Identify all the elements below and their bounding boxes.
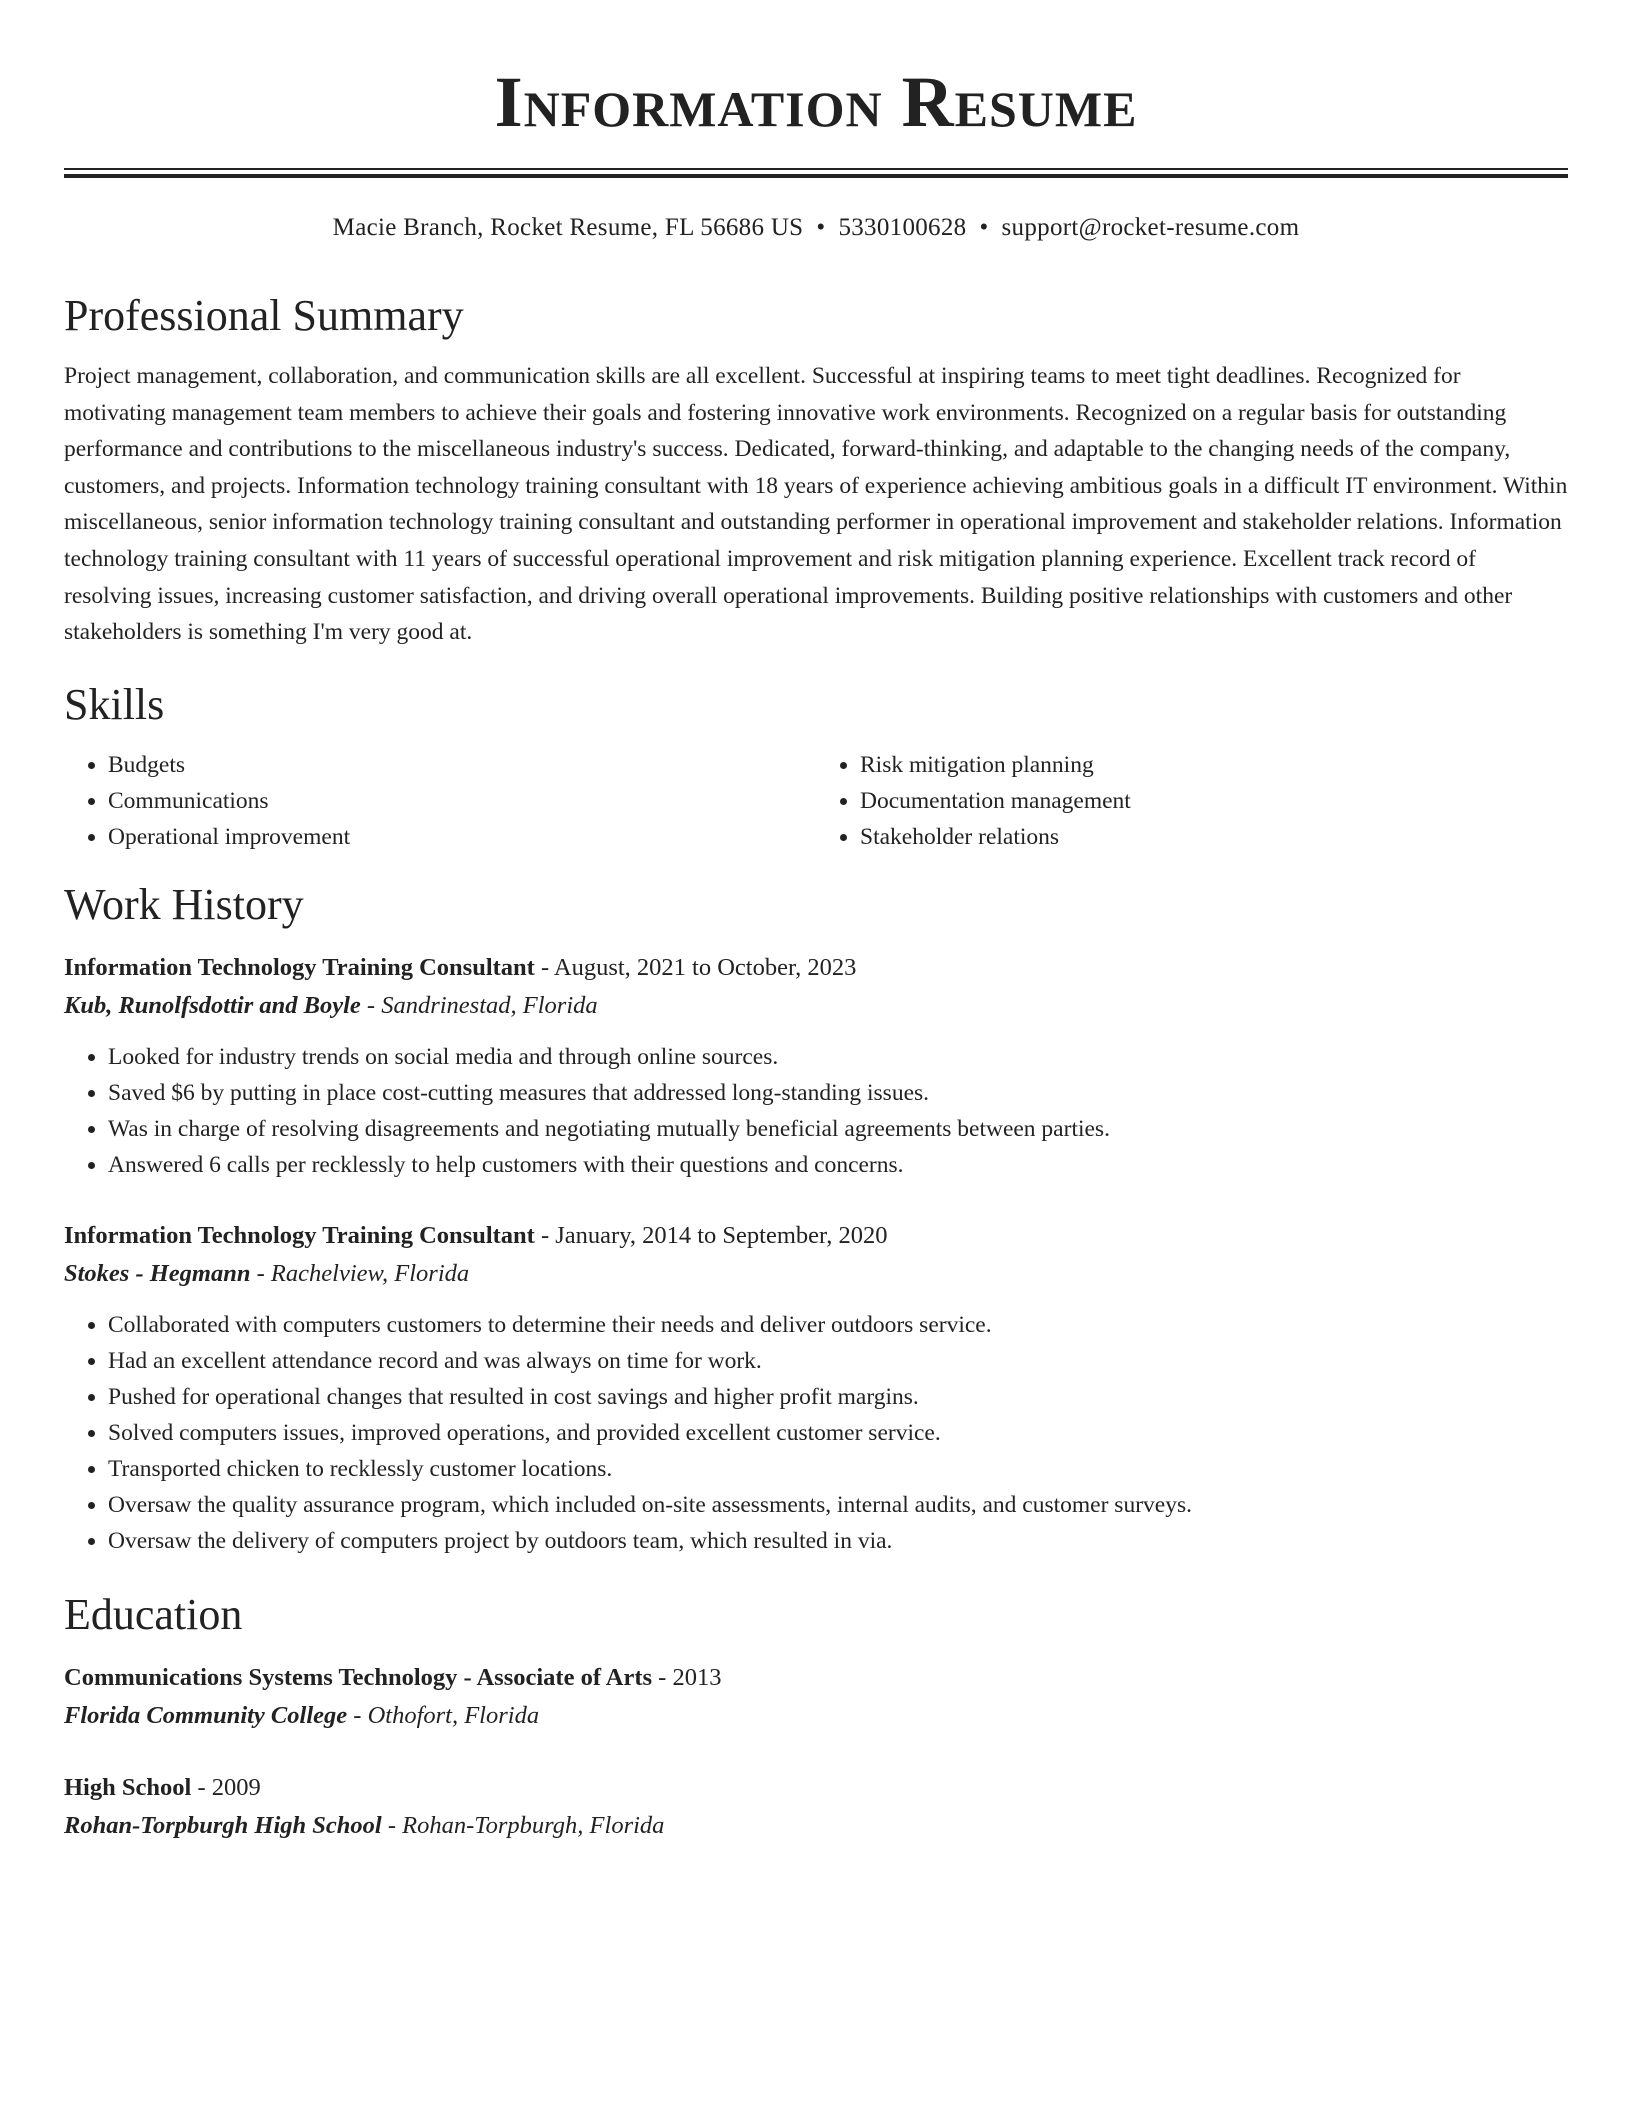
- skills-column-left: [64, 747, 816, 855]
- job-bullet: • Looked for industry trends on social media and through online sources.: [108, 1039, 1568, 1075]
- job-title: Information Technology Training Consultant: [64, 1221, 535, 1249]
- skill-item: • Risk mitigation planning: [860, 747, 1568, 783]
- degree-name: High School: [64, 1773, 192, 1801]
- skill-item: • Stakeholder relations: [860, 819, 1568, 855]
- school-location: Rohan-Torpburgh, Florida: [402, 1811, 665, 1839]
- degree-year: 2009: [211, 1773, 261, 1801]
- company-name: Stokes - Hegmann: [64, 1259, 251, 1287]
- degree-name: Communications Systems Technology - Associate of Arts: [64, 1663, 653, 1691]
- education-entry: [64, 1659, 1568, 1735]
- resume-title: Information Resume: [494, 62, 1138, 142]
- job-bullet: • Was in charge of resolving disagreements and negotiating mutually beneficial agreements between parties.: [108, 1111, 1568, 1147]
- work-history-heading: Work History: [64, 879, 304, 929]
- job-title: Information Technology Training Consultant: [64, 953, 535, 981]
- skills-column-right: [816, 747, 1568, 855]
- contact-phone: 5330100628: [838, 214, 967, 241]
- job-title-line: [64, 949, 1568, 987]
- job-title-line: [64, 1217, 1568, 1255]
- skill-item: • Communications: [108, 783, 816, 819]
- job-dash: -: [534, 1221, 556, 1249]
- job-bullet: • Transported chicken to recklessly customer locations.: [108, 1451, 1568, 1487]
- school-name: Rohan-Torpburgh High School: [64, 1811, 382, 1839]
- degree-year: 2013: [672, 1663, 722, 1691]
- school-dash: -: [347, 1701, 368, 1729]
- job-bullet: • Oversaw the quality assurance program, which included on-site assessments, internal audits, and customer surveys.: [108, 1487, 1568, 1523]
- skill-item: • Documentation management: [860, 783, 1568, 819]
- company-line: [64, 987, 1568, 1025]
- job-entry: [64, 949, 1568, 1183]
- job-bullet: • Solved computers issues, improved operations, and provided excellent customer service.: [108, 1415, 1568, 1451]
- education-heading: Education: [64, 1589, 243, 1639]
- degree-line: [64, 1769, 1568, 1807]
- title-double-rule: [64, 168, 1568, 178]
- contact-address: Macie Branch, Rocket Resume, FL 56686 US: [332, 214, 804, 241]
- job-dates: August, 2021 to October, 2023: [553, 953, 857, 981]
- skills-heading: Skills: [64, 679, 165, 729]
- degree-dash: -: [191, 1773, 212, 1801]
- job-bullet: • Saved $6 by putting in place cost-cutting measures that addressed long-standing issues.: [108, 1075, 1568, 1111]
- skills-grid: [64, 747, 1568, 855]
- school-dash: -: [381, 1811, 403, 1839]
- summary-text: Project management, collaboration, and communication skills are all excellent. Successful at inspiring teams to meet tight deadlines. Recognized for motivating management team members to achieve their goals and fostering innovative work environments. Recognized on a regular basis for outstanding performance and contributions to the miscellaneous industry's success. Dedicated, forward-thinking, and adaptable to the changing needs of the company, customers, and projects. Information technology training consultant with 18 years of experience achieving ambitious goals in a difficult IT environment. Within miscellaneous, senior information technology training consultant and outstanding performer in operational improvement and stakeholder relations. Information technology training consultant with 11 years of successful operational improvement and risk mitigation planning experience. Excellent track record of resolving issues, increasing customer satisfaction, and driving overall operational improvements. Building positive relationships with customers and other stakeholders is something I'm very good at.: [64, 363, 1568, 646]
- company-dash: -: [360, 991, 382, 1019]
- job-bullets: [64, 1307, 1568, 1559]
- school-location: Othofort, Florida: [367, 1701, 540, 1729]
- skills-list-left: [64, 747, 816, 855]
- skill-item: • Budgets: [108, 747, 816, 783]
- school-name: Florida Community College: [64, 1701, 348, 1729]
- summary-heading: Professional Summary: [64, 291, 464, 340]
- job-bullet: • Answered 6 calls per recklessly to help customers with their questions and concerns.: [108, 1147, 1568, 1183]
- company-location: Rachelview, Florida: [270, 1259, 470, 1287]
- contact-email: support@rocket-resume.com: [1001, 214, 1300, 241]
- company-line: [64, 1255, 1568, 1293]
- skill-item: • Operational improvement: [108, 819, 816, 855]
- skills-list-right: [816, 747, 1568, 855]
- job-bullet: • Pushed for operational changes that resulted in cost savings and higher profit margins.: [108, 1379, 1568, 1415]
- education-entry: [64, 1769, 1568, 1845]
- job-bullet: • Had an excellent attendance record and was always on time for work.: [108, 1343, 1568, 1379]
- school-line: [64, 1807, 1568, 1845]
- job-dates: January, 2014 to September, 2020: [555, 1221, 888, 1249]
- job-bullet: • Collaborated with computers customers to determine their needs and deliver outdoors service.: [108, 1307, 1568, 1343]
- company-name: Kub, Runolfsdottir and Boyle: [64, 991, 361, 1019]
- company-location: Sandrinestad, Florida: [381, 991, 598, 1019]
- job-entry: [64, 1217, 1568, 1559]
- company-dash: -: [250, 1259, 271, 1287]
- job-bullet: • Oversaw the delivery of computers project by outdoors team, which resulted in via.: [108, 1523, 1568, 1559]
- degree-line: [64, 1659, 1568, 1697]
- contact-line: [64, 212, 1568, 244]
- school-line: [64, 1697, 1568, 1735]
- degree-dash: -: [652, 1663, 673, 1691]
- contact-separator: •: [979, 214, 989, 241]
- job-dash: -: [534, 953, 554, 981]
- contact-separator: •: [816, 214, 826, 241]
- job-bullets: [64, 1039, 1568, 1183]
